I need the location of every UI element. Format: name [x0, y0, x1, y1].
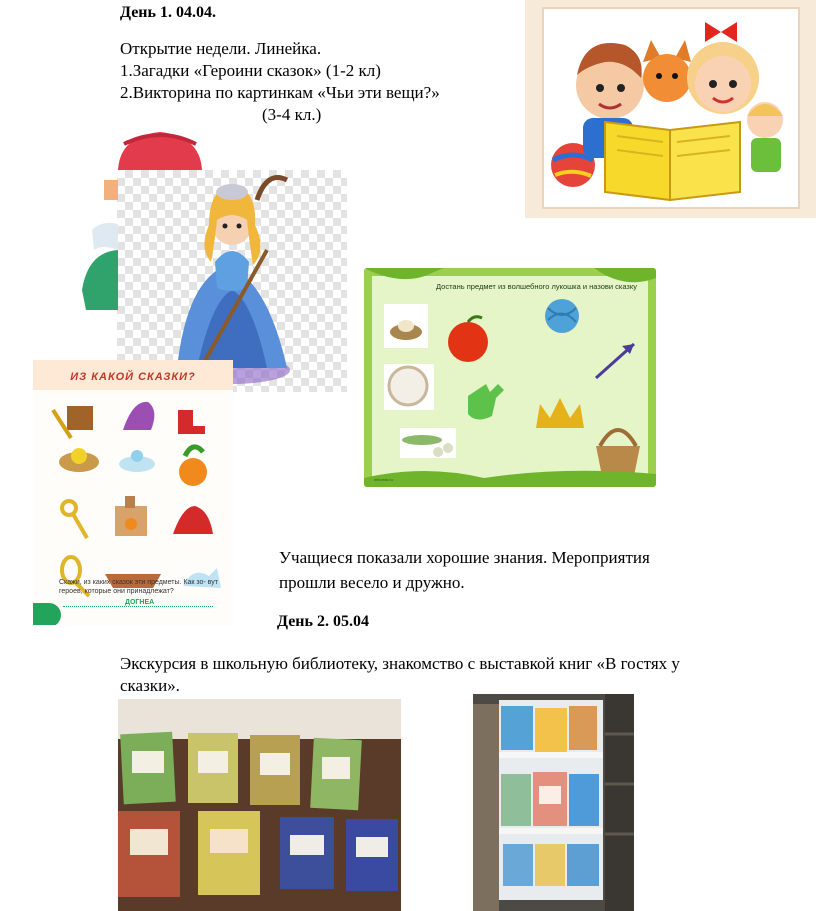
- princess-fragment: [82, 180, 118, 310]
- day2-line-1: Экскурсия в школьную библиотеку, знакомство с выставкой книг «В гостях у: [120, 654, 680, 673]
- summary-line-2: прошли весело и дружно.: [279, 573, 465, 592]
- quiz-card-footer: ДОГНЕА: [125, 599, 155, 606]
- quiz-card-title: ИЗ КАКОЙ СКАЗКИ?: [70, 371, 196, 383]
- day2-line-2: сказки».: [120, 676, 180, 695]
- slide-footer: infourok.ru: [374, 477, 393, 482]
- quiz-card-page-tab: [33, 603, 61, 625]
- day1-line-riddles: 1.Загадки «Героини сказок» (1-2 кл): [120, 61, 381, 80]
- day1-line-opening: Открытие недели. Линейка.: [120, 39, 322, 58]
- day2-heading: День 2. 05.04: [277, 613, 369, 630]
- books-on-table-photo: [118, 699, 401, 911]
- fairytale-quiz-card: [33, 360, 233, 625]
- magic-basket-slide: [364, 268, 656, 487]
- red-hat-fragment: [110, 126, 206, 170]
- quiz-card-footer-rule: [63, 606, 213, 607]
- day1-heading: День 1. 04.04.: [120, 4, 216, 21]
- day1-line-quiz: 2.Викторина по картинкам «Чьи эти вещи?»: [120, 83, 440, 102]
- summary-line-1: Учащиеся показали хорошие знания. Мероприятия: [279, 548, 650, 567]
- slide-title: Достань предмет из волшебного лукошка и назови сказку: [436, 282, 637, 291]
- quiz-card-caption: Скажи, из каких сказок эти предметы. Как зо- вут героев, которые они принадлежат?: [59, 579, 218, 595]
- day1-line-grades: (3-4 кл.): [262, 105, 322, 124]
- cinderella-picture: [117, 170, 347, 392]
- kids-reading-illustration: [525, 0, 816, 218]
- library-book-display-photo: [473, 694, 634, 911]
